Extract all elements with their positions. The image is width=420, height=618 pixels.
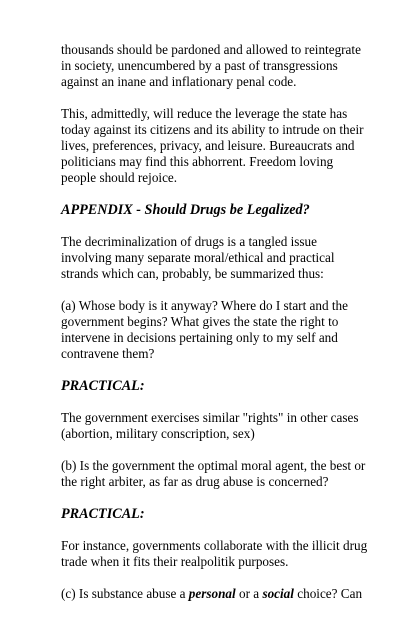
text-line: government begins? What gives the state the right to xyxy=(61,314,339,329)
text-span: choice? Can xyxy=(293,586,363,601)
text-span: or a xyxy=(235,586,263,601)
text-span: (c) Is substance abuse a xyxy=(61,586,189,601)
paragraph-government-rights xyxy=(61,410,411,442)
text-line: (abortion, military conscription, sex) xyxy=(61,426,255,441)
paragraph-illicit-trade xyxy=(61,538,411,570)
paragraph-question-a xyxy=(61,298,411,362)
text-line: contravene them? xyxy=(61,346,155,361)
text-line: (a) Whose body is it anyway? Where do I start and the xyxy=(61,298,348,313)
practical-heading: PRACTICAL: xyxy=(61,378,145,394)
paragraph-leverage xyxy=(61,106,411,186)
paragraph-question-b xyxy=(61,458,411,490)
text-line: intervene in decisions pertaining only to my self and xyxy=(61,330,338,345)
text-line: lives, preferences, privacy, and leisure. Bureaucrats and xyxy=(61,138,355,153)
emphasis-social: social xyxy=(262,586,294,601)
paragraph-pardon xyxy=(61,42,411,90)
text-line: The government exercises similar "rights" in other cases xyxy=(61,410,359,425)
text-line: people should rejoice. xyxy=(61,170,178,185)
text-line: in society, unencumbered by a past of transgressions xyxy=(61,58,338,73)
text-line: involving many separate moral/ethical and practical xyxy=(61,250,335,265)
text-line: against an inane and inflationary penal code. xyxy=(61,74,297,89)
text-line: politicians may find this abhorrent. Freedom loving xyxy=(61,154,334,169)
paragraph-decriminalization xyxy=(61,234,411,282)
text-line: trade when it fits their realpolitik purposes. xyxy=(61,554,289,569)
document-page xyxy=(61,42,411,618)
text-line: the right arbiter, as far as drug abuse is concerned? xyxy=(61,474,329,489)
text-line: This, admittedly, will reduce the leverage the state has xyxy=(61,106,348,121)
practical-heading: PRACTICAL: xyxy=(61,506,145,522)
emphasis-personal: personal xyxy=(188,586,236,601)
text-line: The decriminalization of drugs is a tangled issue xyxy=(61,234,317,249)
text-line: (b) Is the government the optimal moral agent, the best or xyxy=(61,458,366,473)
text-line: strands which can, probably, be summarized thus: xyxy=(61,266,324,281)
text-line: For instance, governments collaborate with the illicit drug xyxy=(61,538,368,553)
appendix-heading: APPENDIX - Should Drugs be Legalized? xyxy=(61,202,310,218)
text-line: thousands should be pardoned and allowed to reintegrate xyxy=(61,42,361,57)
text-line: today against its citizens and its ability to intrude on their xyxy=(61,122,364,137)
